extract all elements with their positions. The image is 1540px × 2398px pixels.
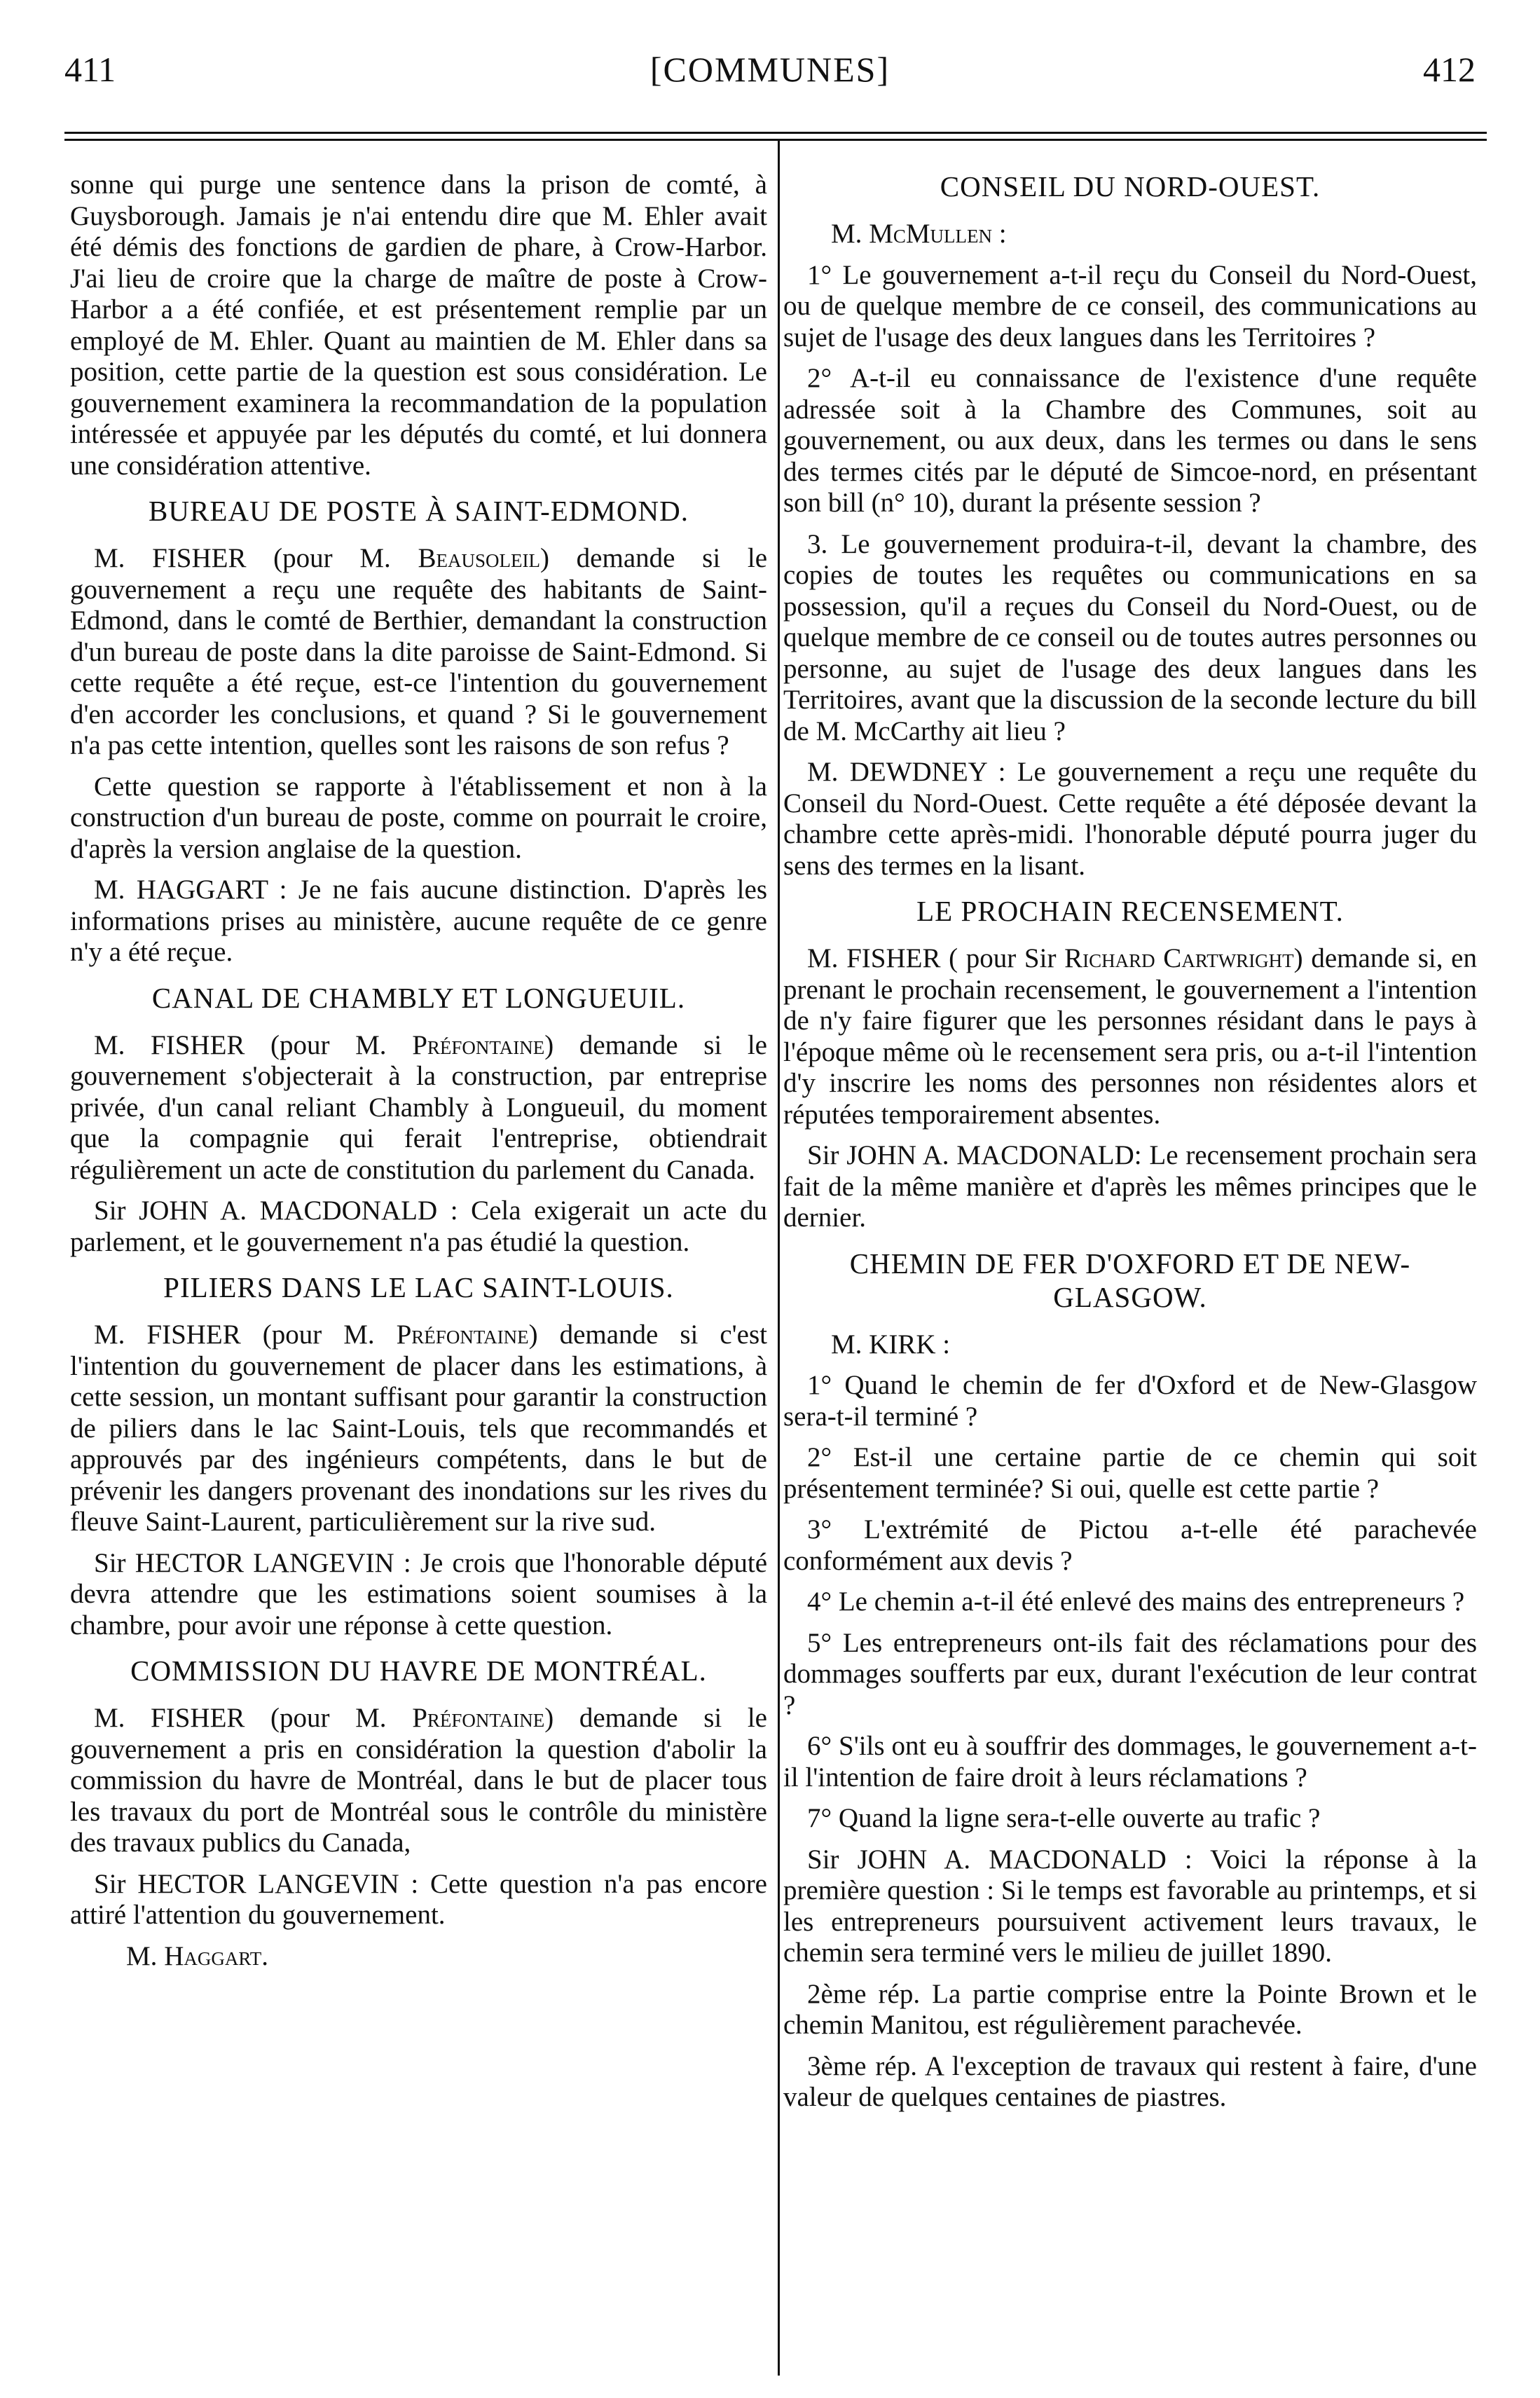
page-number-right: 412 [1423,50,1476,89]
speaker-line: M. McMullen : [831,219,1007,249]
paragraph: M. FISHER (pour M. Préfontaine) demande si c'est l'intention du gouvernement de placer dans les estimations, à cette session, un montant suffisant pour garantir la construction de piliers dans le lac Saint-Louis, tels que recommandés et approuvés par des ingénieurs compétents, dans le but de prévenir les dangers provenant des inondations sur les rives du fleuve Saint-Laurent, particulièrement sur la rive sud. [70,1320,767,1537]
section-heading: CHEMIN DE FER D'OXFORD ET DE NEW-GLASGOW. [849,1247,1411,1313]
paragraph: Sir JOHN A. MACDONALD : Cela exigerait un acte du parlement, et le gouvernement n'a pas étudié la question. [70,1195,767,1257]
paragraph: Sir JOHN A. MACDONALD: Le recensement prochain sera fait de la même manière et d'après les mêmes principes que le dernier. [783,1140,1477,1233]
paragraph: Sir HECTOR LANGEVIN : Je crois que l'honorable député devra attendre que les estimations soient soumises à la chambre, pour avoir une réponse à cette question. [70,1547,767,1640]
question-item: 7° Quand la ligne sera-t-elle ouverte au trafic ? [807,1803,1321,1833]
question-item: 1° Quand le chemin de fer d'Oxford et de New-Glasgow sera-t-il terminé ? [783,1370,1477,1432]
paragraph: Sir HECTOR LANGEVIN : Cette question n'a pas encore attiré l'attention du gouvernement. [70,1868,767,1930]
paragraph: M. DEWDNEY : Le gouvernement a reçu une requête du Conseil du Nord-Ouest. Cette requête a été déposée devant la chambre cette après-midi. l'honorable député pourra juger du sens des termes en la lisant. [783,757,1477,881]
paragraph: sonne qui purge une sentence dans la prison de comté, à Guysborough. Jamais je n'ai entendu dire que M. Ehler avait été démis des fonctions de gardien de phare, à Crow-Harbor. J'ai lieu de croire que la charge de maître de poste à Crow-Harbor a a été confiée, et est présentement remplie par un employé de M. Ehler. Quant au maintien de M. Ehler dans sa position, cette partie de la question est sous considération. Le gouvernement examinera la recommandation de la population intéressée et appuyée par les députés du comté, et lui donnera une considération attentive. [70,170,767,481]
speaker-line: M. KIRK : [831,1329,951,1359]
header-rule-top [64,132,1487,134]
right-column [783,170,1477,2123]
section-heading: LE PROCHAIN RECENSEMENT. [916,895,1344,927]
paragraph: M. FISHER (pour M. Beausoleil) demande si le gouvernement a reçu une requête des habitants de Saint-Edmond, dans le comté de Berthier, demandant la construction d'un bureau de poste dans la dite paroisse de Saint-Edmond. Si cette requête a été reçue, est-ce l'intention du gouvernement d'en accorder les conclusions, et quand ? Si le gouvernement n'a pas cette intention, quelles sont les raisons de son refus ? [70,543,768,760]
paragraph: M. FISHER ( pour Sir Richard Cartwright) demande si, en prenant le prochain recensement, le gouvernement a l'intention de n'y faire figurer que les personnes résidant dans le pays à l'époque même où le recensement sera pris, ou a-t-il l'intention d'y inscrire les noms des personnes non résidentes alors et réputées temporairement absentes. [783,943,1477,1130]
page-number-left: 411 [64,50,116,89]
running-title: [COMMUNES] [649,50,891,89]
running-header [0,42,1540,91]
section-heading: COMMISSION DU HAVRE DE MONTRÉAL. [130,1654,707,1687]
section-heading: BUREAU DE POSTE À SAINT-EDMOND. [149,495,689,527]
paragraph: 3ème rép. A l'exception de travaux qui restent à faire, d'une valeur de quelques centaines de piastres. [783,2050,1477,2112]
header-rule-bottom [64,139,1487,141]
paragraph: 2ème rép. La partie comprise entre la Pointe Brown et le chemin Manitou, est régulièrement parachevée. [783,1978,1477,2040]
question-item: 4° Le chemin a-t-il été enlevé des mains des entrepreneurs ? [807,1587,1465,1617]
question-item: 2° A-t-il eu connaissance de l'existence d'une requête adressée soit à la Chambre des Communes, soit au gouvernement, ou aux deux, dans les termes ou dans le sens des termes cités par le député de Simcoe-nord, en présentant son bill (n° 10), durant la présente session ? [783,363,1477,518]
question-item: 2° Est-il une certaine partie de ce chemin qui soit présentement terminée? Si oui, quelle est cette partie ? [783,1442,1477,1504]
column-divider [778,140,780,2376]
paragraph: Cette question se rapporte à l'établissement et non à la construction d'un bureau de poste, comme on pourrait le croire, d'après la version anglaise de la question. [70,771,767,864]
question-item: 5° Les entrepreneurs ont-ils fait des réclamations pour des dommages soufferts par eux, durant l'exécution de leur contrat ? [783,1627,1477,1720]
section-heading: CANAL DE CHAMBLY ET LONGUEUIL. [151,981,686,1014]
paragraph: M. FISHER (pour M. Préfontaine) demande si le gouvernement a pris en considération la question d'abolir la commission du havre de Montréal, dans le but de placer tous les travaux du port de Montréal sous le contrôle du ministère des travaux publics du Canada, [70,1703,767,1858]
paragraph: M. HAGGART : Je ne fais aucune distinction. D'après les informations prises au ministère, aucune requête de ce genre n'y a été reçue. [70,875,767,967]
question-item: 3° L'extrémité de Pictou a-t-elle été parachevée conformément aux devis ? [783,1514,1477,1576]
question-item: 6° S'ils ont eu à souffrir des dommages, le gouvernement a-t-il l'intention de faire droit à leurs réclamations ? [783,1731,1477,1793]
paragraph: M. Haggart. [126,1940,268,1971]
left-column [70,170,767,1982]
paragraph: M. FISHER (pour M. Préfontaine) demande si le gouvernement s'objecterait à la construction, par entreprise privée, d'un canal reliant Chambly à Longueuil, du moment que la compagnie qui ferait l'entreprise, obtiendrait régulièrement un acte de constitution du parlement du Canada. [70,1029,767,1185]
section-heading: CONSEIL DU NORD-OUEST. [940,170,1321,203]
question-item: 3. Le gouvernement produira-t-il, devant la chambre, des copies de toutes les requêtes ou communications en sa possession, qu'il a reçues du Conseil du Nord-Ouest, ou de quelque membre de ce conseil ou de toutes autres personnes ou personne, au sujet de l'usage des deux langues dans les Territoires, avant que la discussion de la seconde lecture du bill de M. McCarthy ait lieu ? [783,528,1477,746]
section-heading: PILIERS DANS LE LAC SAINT-LOUIS. [163,1271,674,1303]
question-item: 1° Le gouvernement a-t-il reçu du Conseil du Nord-Ouest, ou de quelque membre de ce conseil, des communications au sujet de l'usage des deux langues dans les Territoires ? [783,259,1477,352]
paragraph: Sir JOHN A. MACDONALD : Voici la réponse à la première question : Si le temps est favorable au printemps, et si les entrepreneurs poursuivent activement leurs travaux, le chemin sera terminé vers le milieu de juillet 1890. [783,1844,1477,1968]
